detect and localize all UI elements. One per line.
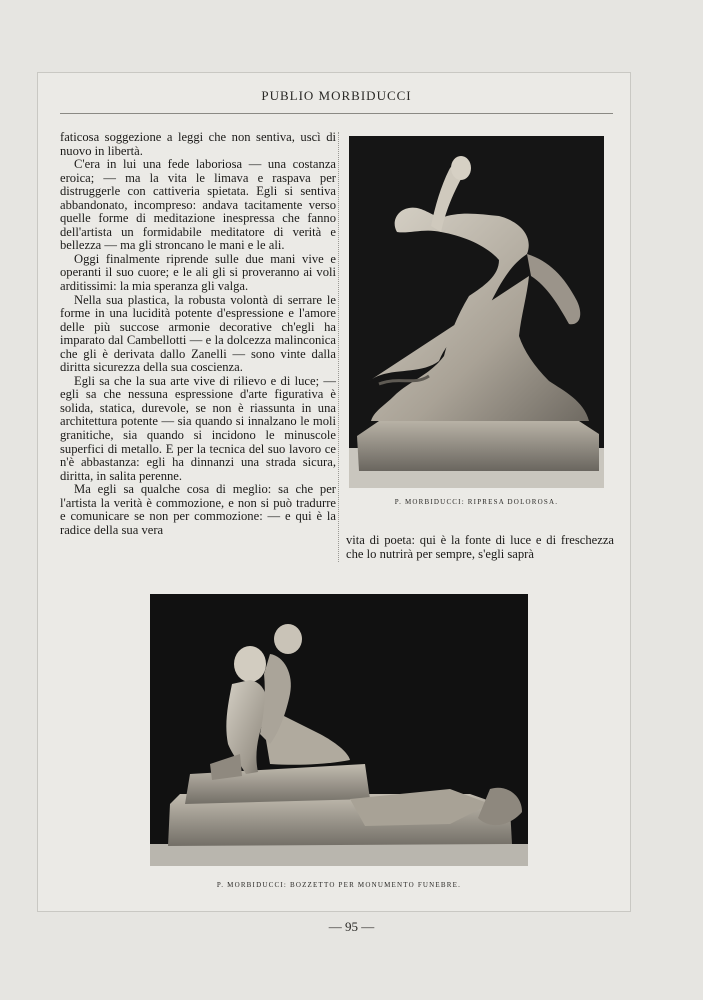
left-text-column	[60, 131, 336, 537]
paragraph: Nella sua plastica, la robusta volontà di serrare le forme in una lucidità potente d'espressione e l'amore delle più succose armonie decorative ch'egli ha imparato dal Cambellotti — e la dolcezza malinconica che gli è derivata dallo Zanelli — sono vinte dalla diritta sicurezza della sua coscienza.	[60, 292, 336, 375]
paragraph: faticosa soggezione a leggi che non sentiva, uscì di nuovo in libertà.	[60, 130, 336, 158]
right-text-column	[346, 534, 614, 561]
sculpture-photo-bozzetto-monumento	[150, 594, 528, 866]
sculpture-photo-ripresa-dolorosa	[349, 136, 604, 488]
figure-caption: P. MORBIDUCCI: BOZZETTO PER MONUMENTO FUNEBRE.	[216, 881, 462, 889]
paragraph: Ma egli sa qualche cosa di meglio: sa che per l'artista la verità è commozione, e non si può tradurre e comunicare se non per commozione: — e qui è la radice della sua vera	[60, 482, 336, 537]
page-number: — 95 —	[328, 919, 375, 934]
paragraph: vita di poeta: qui è la fonte di luce e di freschezza che lo nutrirà per sempre, s'egli saprà	[346, 533, 614, 561]
header-rule	[60, 113, 613, 114]
figure-caption: P. MORBIDUCCI: RIPRESA DOLOROSA.	[394, 498, 559, 506]
column-divider	[338, 132, 339, 562]
paragraph: Egli sa che la sua arte vive di rilievo e di luce; — egli sa che nessuna espressione d'arte figurativa è solida, statica, durevole, se non è riassunta in una architettura potente — sia quando si innalzano le moli granitiche, sia quando si incidono le minuscole superfici di metallo. E per la tecnica del suo lavoro ce n'è abbastanza: egli ha dinnanzi una strada sicura, diritta, in salita perenne.	[60, 373, 336, 483]
paragraph: C'era in lui una fede laboriosa — una costanza eroica; — ma la vita le limava e raspava per distruggerle con cattiveria spietata. Egli si sentiva abbandonato, incompreso: andava tacitamente verso quelle forme di meditazione inespressa che fanno dell'artista un formidabile meditatore di verità e bellezza — ma gli stroncano le mani e le ali.	[60, 157, 336, 253]
paragraph: Oggi finalmente riprende sulle due mani vive e operanti il suo cuore; e le ali gli si proveranno ai voli arditissimi: la mia speranza gli valga.	[60, 251, 336, 294]
running-head: PUBLIO MORBIDUCCI	[261, 88, 412, 103]
